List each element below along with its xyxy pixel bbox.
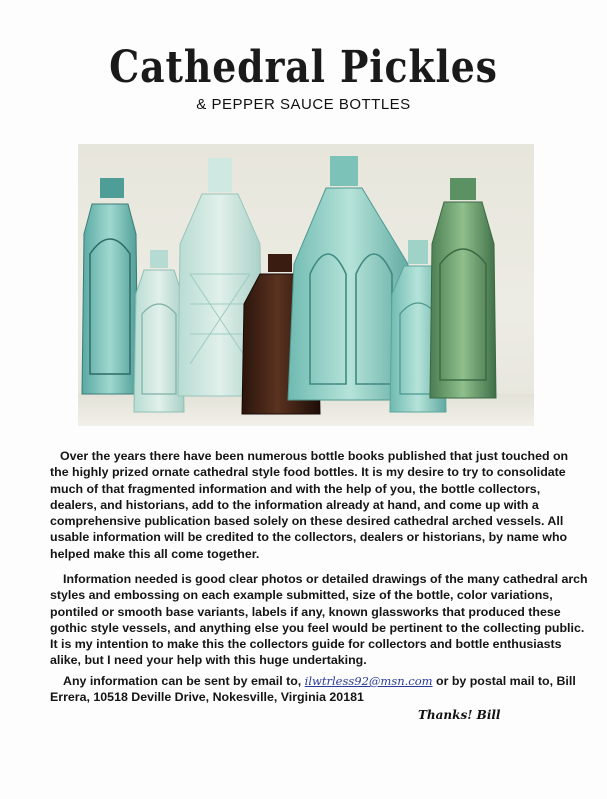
contact-text-before: Any information can be sent by email to, — [63, 674, 305, 688]
bottle-aqua-tall-left — [82, 178, 138, 394]
page-subtitle: & PEPPER SAUCE BOTTLES — [196, 96, 411, 113]
signoff: Thanks! Bill — [418, 708, 501, 722]
information-needed-paragraph: Information needed is good clear photos or detailed drawings of the many cathedral arch styles and embossing on each example submitted, size of the bottle, color variations, pontiled or smooth base variants, labels if any, known glassworks that produced these gothic style vessels, and anything else you feel would be pertinent to the collecting public. It is my intention to make this the collectors guide for collectors and bottle enthusiasts alike, but I need your help with this huge undertaking. — [50, 572, 588, 668]
contact-paragraph — [50, 673, 590, 706]
bottle-collection-photo — [78, 144, 534, 426]
intro-paragraph: Over the years there have been numerous bottle books published that just touched on the highly prized ornate cathedral style food bottles. It is my desire to try to consolidate much of that fragmented information and with the help of you, the bottle collectors, dealers, and historians, add to the information already at hand, and come up with a comprehensive publication based solely on these desired cathedral arched vessels. All usable information will be credited to the collectors, dealers or historians, by name who helped make this all come together. — [50, 449, 569, 561]
contact-text-after: or by postal mail to, Bill Errera, 10518 Deville Drive, Nokesville, Virginia 20181 — [50, 674, 576, 705]
bottle-pale-small — [134, 250, 184, 412]
page-title: Cathedral Pickles — [109, 42, 498, 93]
bottle-green-tall — [430, 178, 496, 398]
email-link[interactable]: ilwtrless92@msn.com — [304, 674, 433, 688]
